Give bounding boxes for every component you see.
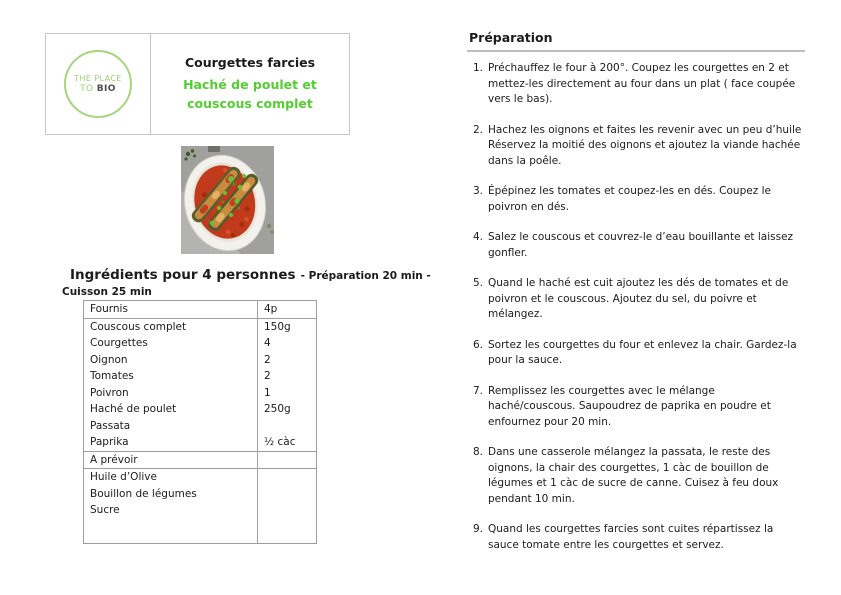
ingredient-label: Oignon xyxy=(90,353,128,366)
ingredient-qty: 250g xyxy=(258,401,317,418)
ingredient-label: Passata xyxy=(90,419,131,432)
ingredients-heading-block xyxy=(62,264,431,298)
ingredient-label: Tomates xyxy=(90,370,134,383)
ingredient-label: Courgettes xyxy=(90,337,148,350)
section-header-a-prevoir-qty xyxy=(258,451,317,469)
ingredient-qty: 2 xyxy=(258,352,317,369)
step-text: Sortez les courgettes du four et enlevez la chair. Gardez-la pour la sauce. xyxy=(488,338,797,366)
ingredient-qty xyxy=(258,469,317,486)
ingredient-row xyxy=(84,486,317,503)
preparation-section xyxy=(467,30,805,568)
brand-logo-bio: BIO xyxy=(96,84,116,94)
ingredient-label: Sucre xyxy=(90,504,120,517)
ingredient-qty: ½ càc xyxy=(258,434,317,451)
ingredient-label: Couscous complet xyxy=(90,320,187,333)
ingredients-table xyxy=(83,300,317,544)
ingredients-section-a-prevoir xyxy=(84,451,317,469)
ingredient-label: Huile d’Olive xyxy=(90,471,157,484)
ingredient-row xyxy=(84,318,317,335)
preparation-step xyxy=(467,276,805,323)
step-number: 6. xyxy=(472,338,483,351)
ingredient-label: Haché de poulet xyxy=(90,403,177,416)
recipe-title: Courgettes farcies xyxy=(184,54,316,70)
step-text: Préchauffez le four à 200°. Coupez les courgettes en 2 et mettez-les directement au four dans un plat ( face coupée vers le bas). xyxy=(488,62,796,105)
preparation-step xyxy=(467,184,805,215)
ingredient-row xyxy=(84,502,317,519)
column-header-qty: 4p xyxy=(258,301,317,319)
ingredients-heading-line1 xyxy=(62,264,431,283)
step-number: 3. xyxy=(472,185,483,197)
recipe-photo-illustration xyxy=(181,146,274,254)
ingredient-qty xyxy=(258,502,317,519)
ingredients-prep-time: - Préparation 20 min - xyxy=(300,270,431,282)
preparation-step xyxy=(467,230,805,261)
column-header-fournis: Fournis xyxy=(84,301,258,319)
preparation-step xyxy=(467,384,805,431)
ingredient-row xyxy=(84,434,317,451)
section-header-a-prevoir: A prévoir xyxy=(84,451,258,469)
preparation-steps-list xyxy=(467,61,805,553)
recipe-subtitle: Haché de poulet et couscous complet xyxy=(183,76,317,111)
preparation-step xyxy=(467,338,805,369)
step-number: 4. xyxy=(472,231,483,243)
preparation-step xyxy=(467,445,805,507)
step-text: Remplissez les courgettes avec le mélange haché/couscous. Saupoudrez de paprika en poudre et enfournez pour 20 min. xyxy=(488,384,771,428)
ingredient-row xyxy=(84,418,317,435)
step-text: Quand les courgettes farcies sont cuites répartissez la sauce tomate entre les courgettes et servez. xyxy=(488,523,774,551)
step-text: Quand le haché est cuit ajoutez les dés de tomates et de poivron et le couscous. Ajoutez du sel, du poivre et mélangez. xyxy=(488,277,789,320)
recipe-title-cell xyxy=(151,34,349,134)
preparation-step xyxy=(467,522,805,553)
brand-logo-circle xyxy=(64,50,132,118)
preparation-step xyxy=(467,61,805,108)
step-number: 8. xyxy=(472,446,483,458)
ingredients-heading: Ingrédients pour 4 personnes xyxy=(70,267,296,283)
step-text: Hachez les oignons et faites les revenir avec un peu d’huile Réservez la moitié des oignons et ajoutez la viande hachée dans la poêle. xyxy=(488,123,802,167)
ingredients-table-filler-row xyxy=(84,519,317,544)
ingredient-row xyxy=(84,401,317,418)
ingredient-label: Paprika xyxy=(84,434,258,451)
step-number: 7. xyxy=(472,384,483,397)
step-text: Épépinez les tomates et coupez-les en dés. Coupez le poivron en dés. xyxy=(488,185,771,213)
step-number: 5. xyxy=(472,277,483,289)
ingredient-qty: 150g xyxy=(258,318,317,335)
step-number: 2. xyxy=(472,123,483,136)
preparation-heading: Préparation xyxy=(469,30,553,45)
ingredient-qty: 4 xyxy=(258,335,317,352)
step-number: 9. xyxy=(472,523,483,535)
ingredients-table-header-row xyxy=(84,301,317,319)
recipe-photo xyxy=(181,146,274,254)
brand-logo-line1: THE PLACE xyxy=(74,74,122,83)
ingredient-label: Poivron xyxy=(90,386,129,399)
brand-logo xyxy=(46,34,151,134)
recipe-header-card xyxy=(45,33,350,135)
brand-logo-line2 xyxy=(80,84,116,94)
ingredient-qty xyxy=(258,486,317,503)
preparation-step xyxy=(467,123,805,170)
step-text: Dans une casserole mélangez la passata, le reste des oignons, la chair des courgettes, 1 càc de bouillon de légumes et 1 càc de sucre de canne. Cuisez à feu doux pendant 10 min. xyxy=(488,446,779,505)
step-number: 1. xyxy=(472,62,483,74)
ingredient-row xyxy=(84,352,317,369)
preparation-divider xyxy=(467,50,805,52)
ingredient-qty: 2 xyxy=(258,368,317,385)
ingredient-row xyxy=(84,368,317,385)
brand-logo-to: TO xyxy=(80,84,94,94)
ingredient-label: Bouillon de légumes xyxy=(90,487,197,500)
ingredient-row xyxy=(84,469,317,486)
ingredient-row xyxy=(84,385,317,402)
ingredient-row xyxy=(84,335,317,352)
step-text: Salez le couscous et couvrez-le d’eau bouillante et laissez gonfler. xyxy=(488,231,794,259)
ingredients-cook-time: Cuisson 25 min xyxy=(62,286,152,298)
ingredient-qty: 1 xyxy=(258,385,317,402)
ingredient-qty xyxy=(258,418,317,435)
